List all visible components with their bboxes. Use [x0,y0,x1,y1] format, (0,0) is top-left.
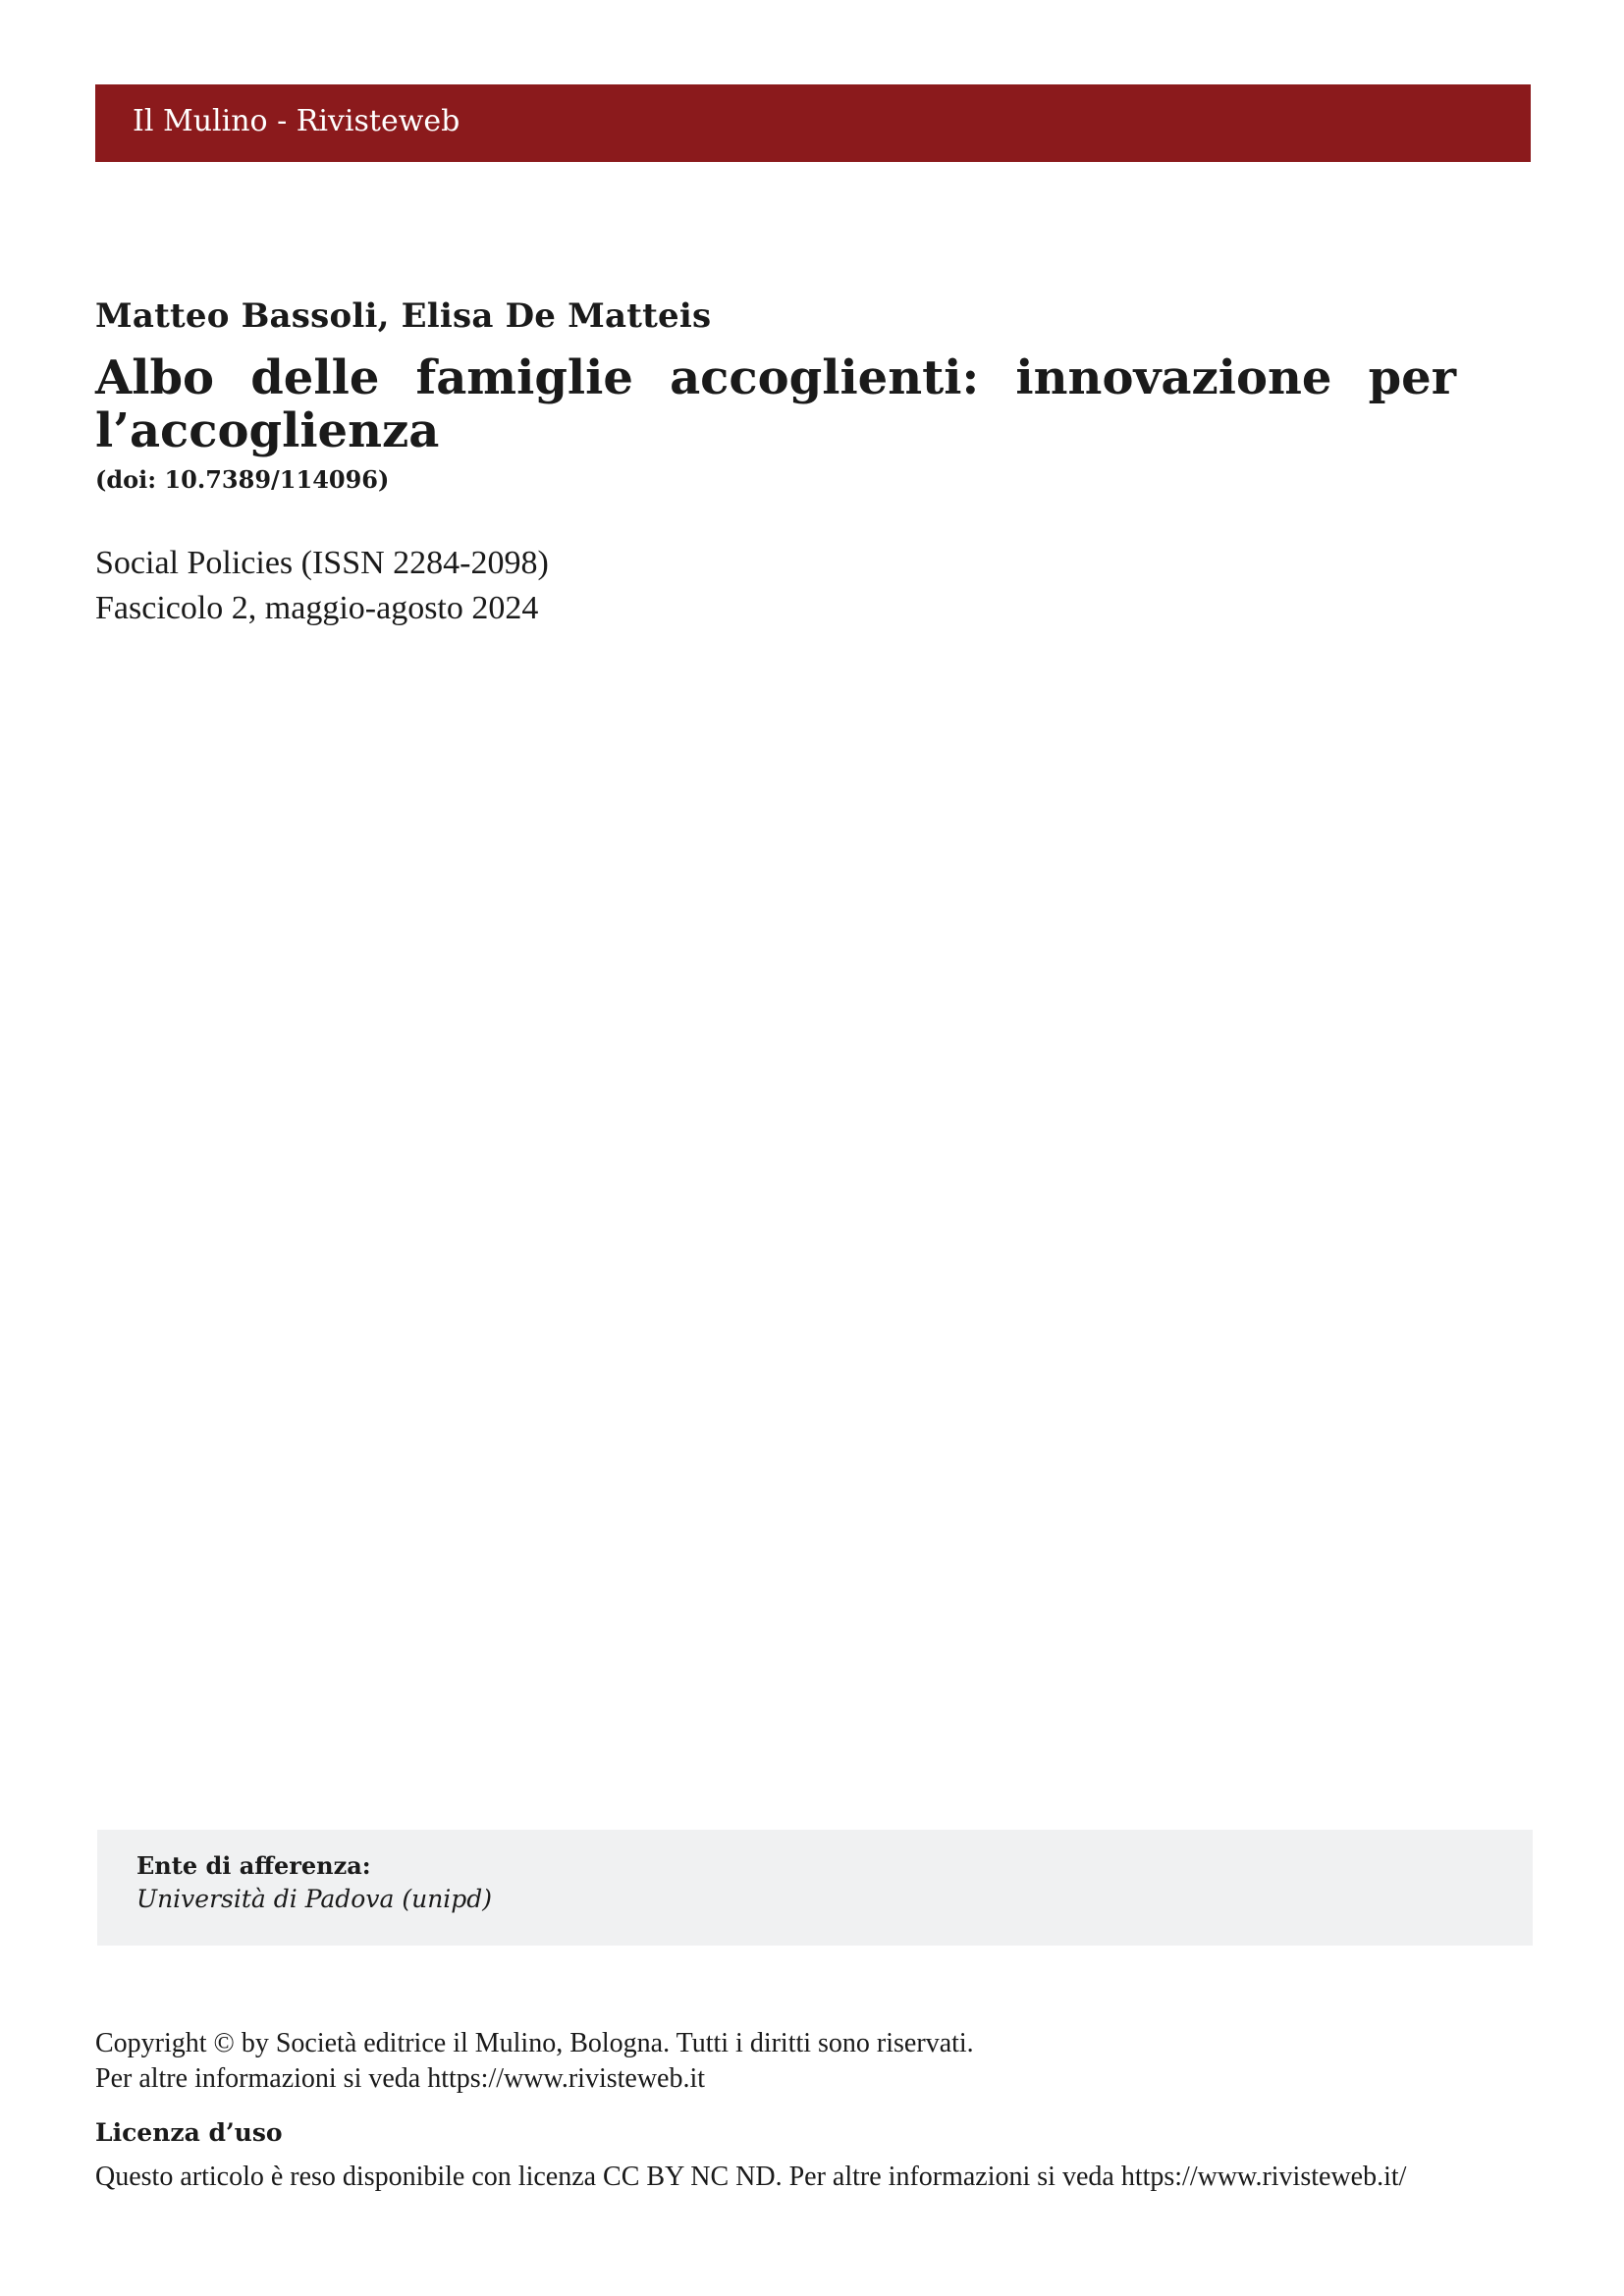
copyright-info-link[interactable]: Per altre informazioni si veda https://www.rivisteweb.it [95,2063,706,2094]
header-banner [95,84,1531,162]
license-text: Questo articolo è reso disponibile con licenza CC BY NC ND. Per altre informazioni si veda https://www.rivisteweb.it/ [95,2162,1407,2192]
journal-info [95,541,549,631]
license-heading: Licenza d’uso [95,2118,283,2147]
affiliation-box [97,1830,1533,1946]
affiliation-label: Ente di afferenza: [136,1851,371,1880]
copyright-line: Copyright © by Società editrice il Mulino, Bologna. Tutti i diritti sono riservati. [95,2028,974,2058]
article-title: Albo delle famiglie accoglienti: innovazione per l’accoglienza [95,350,1456,458]
journal-issue: Fascicolo 2, maggio-agosto 2024 [95,590,539,626]
journal-name: Social Policies (ISSN 2284-2098) [95,545,549,581]
copyright-notice [95,2026,974,2097]
article-doi: (doi: 10.7389/114096) [95,465,390,494]
publisher-brand: Il Mulino - Rivisteweb [133,104,460,138]
affiliation-value: Università di Padova (unipd) [136,1885,493,1913]
article-authors: Matteo Bassoli, Elisa De Matteis [95,296,712,336]
